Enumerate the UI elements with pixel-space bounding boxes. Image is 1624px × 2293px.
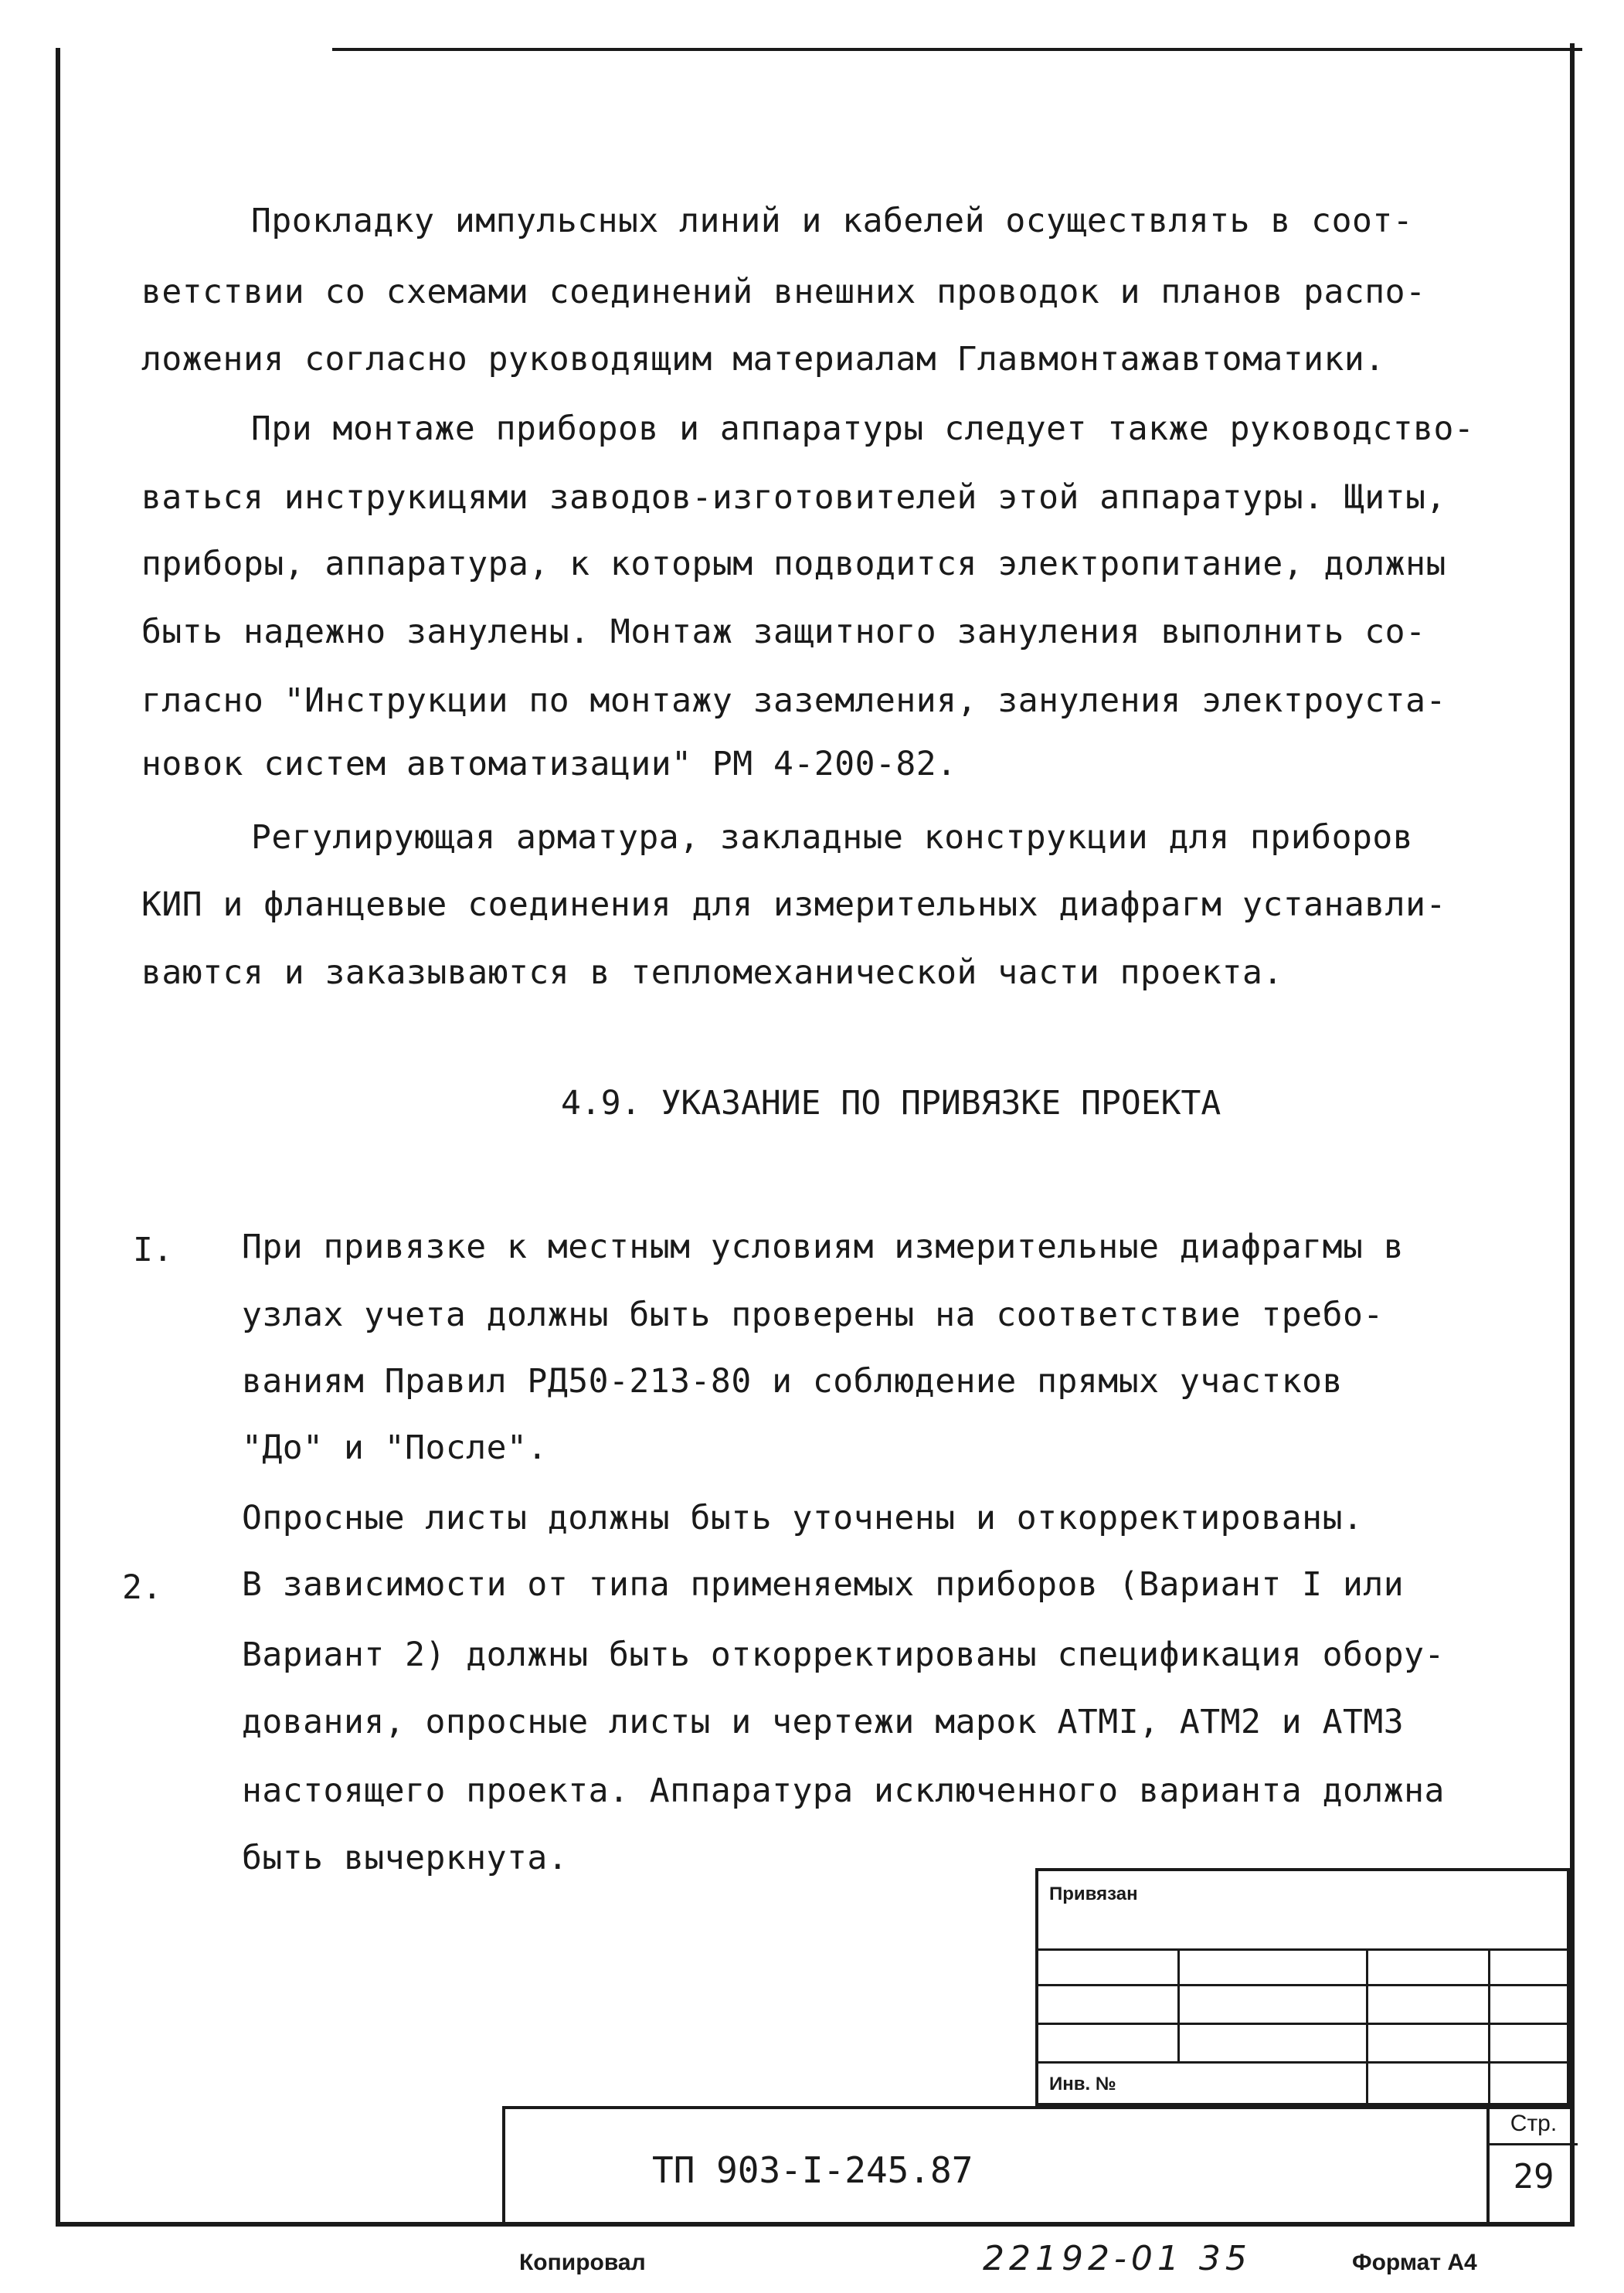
page-cell-divider [1490,2143,1578,2145]
stamp-col-divider [1177,1948,1180,2061]
document-code: ТП 903-I-245.87 [652,2149,973,2191]
page-label: Стр. [1510,2111,1558,2136]
frame-top-border [332,48,1582,51]
item-line: Опросные листы должны быть уточнены и откорректированы. [242,1499,1364,1537]
item-line: В зависимости от типа применяемых приборов (Вариант I или [242,1565,1405,1604]
item-line: настоящего проекта. Аппаратура исключенного варианта должна [242,1772,1445,1810]
binding-stamp [1035,1868,1570,2106]
item-line: ваниям Правил РД50-213-80 и соблюдение прямых участков [242,1362,1343,1401]
paragraph-line: быть надежно занулены. Монтаж защитного зануления выполнить со- [141,613,1426,651]
item-line: Вариант 2) должны быть откорректированы спецификация обору- [242,1636,1445,1674]
paragraph-line: ветствии со схемами соединений внешних проводок и планов распо- [141,273,1426,311]
item-line: При привязке к местным условиям измерительные диафрагмы в [242,1228,1405,1266]
stamp-bound-label: Привязан [1049,1884,1138,1904]
stamp-inv-label: Инв. № [1049,2074,1116,2094]
item-line: узлах учета должны быть проверены на соответствие требо- [242,1296,1384,1334]
frame-right-border [1570,43,1575,2225]
paragraph-line: гласно "Инструкции по монтажу заземления, зануления электроуста- [141,681,1446,720]
page-cell [1486,2109,1578,2222]
item-line: дования, опросные листы и чертежи марок АТМI, АТМ2 и АТМ3 [242,1703,1405,1741]
page-number: 29 [1513,2157,1554,2196]
paragraph-line: Регулирующая арматура, закладные конструкции для приборов [251,818,1414,857]
paragraph-line: ваться инструкицями заводов-изготовителей этой аппаратуры. Щиты, [141,478,1446,517]
paragraph-line: Прокладку импульсных линий и кабелей осуществлять в соот- [251,202,1414,240]
stamp-col-divider [1366,1948,1368,2106]
copied-label: Копировал [519,2250,646,2275]
section-heading: 4.9. УКАЗАНИЕ ПО ПРИВЯЗКЕ ПРОЕКТА [561,1084,1221,1123]
format-label: Формат А4 [1352,2250,1477,2275]
stamp-col-divider [1488,1948,1490,2106]
paragraph-line: КИП и фланцевые соединения для измерительных диафрагм устанавли- [141,885,1446,924]
item-line: быть вычеркнута. [242,1839,569,1877]
paragraph-line: приборы, аппаратура, к которым подводится электропитание, должны [141,545,1446,583]
item-number: 2. [122,1568,162,1607]
handwritten-archive-number: 22192-01 35 [983,2239,1252,2278]
paragraph-line: ложения согласно руководящим материалам Главмонтажавтоматики. [141,340,1385,379]
frame-left-border [56,48,60,2225]
item-line: "До" и "После". [242,1428,548,1467]
paragraph-line: новок систем автоматизации" РМ 4-200-82. [141,745,957,783]
item-number: I. [133,1231,173,1269]
paragraph-line: ваются и заказываются в тепломеханической части проекта. [141,953,1283,992]
title-block [502,2106,1575,2225]
paragraph-line: При монтаже приборов и аппаратуры следует также руководство- [251,409,1475,448]
